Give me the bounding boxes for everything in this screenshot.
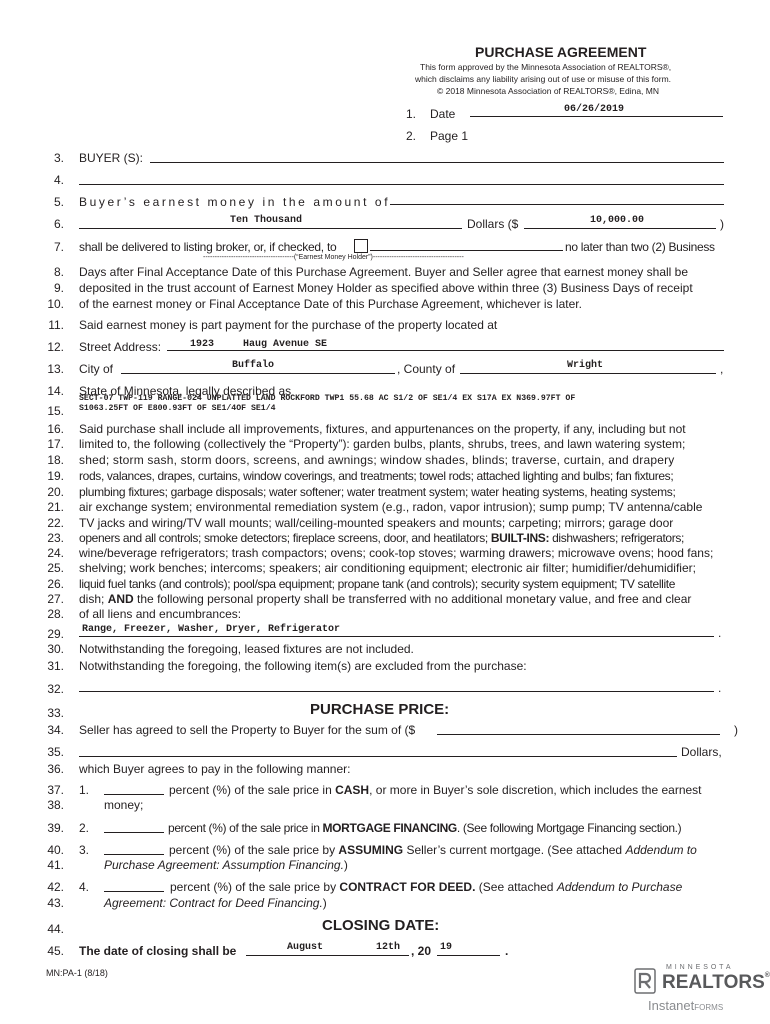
line-number: 27.: [47, 592, 64, 606]
body-text-part: dish;: [79, 592, 105, 606]
line-number: 45.: [47, 944, 64, 958]
document-title: PURCHASE AGREEMENT: [475, 44, 647, 60]
assumption-text-part: ): [343, 858, 348, 872]
line-number: 39.: [47, 821, 64, 835]
date-field[interactable]: 06/26/2019: [564, 104, 625, 115]
line-number: 24.: [47, 546, 64, 560]
date-label: Date: [430, 107, 456, 121]
body-text: Notwithstanding the foregoing, the following item(s) are excluded from the purchase:: [79, 659, 527, 673]
line-number: 17.: [47, 437, 64, 451]
line-number: 29.: [47, 627, 64, 641]
cash-percent-field[interactable]: [104, 794, 164, 795]
line-number: 23.: [47, 531, 64, 545]
disclaimer-note: which disclaims any liability arising out of use or misuse of this form.: [415, 74, 672, 84]
legal-description-1[interactable]: SECT-07 TWP-119 RANGE-024 UNPLATTED LAND ROCKFORD TWP1 55.68 AC S1/2 OF SE1/4 EX S17A EX N369.97FT OF: [79, 394, 576, 403]
closing-date-heading: CLOSING DATE:: [322, 917, 440, 934]
assumption-text-cont: [104, 858, 348, 872]
closing-month-field[interactable]: [246, 955, 409, 956]
realtors-r-icon: [634, 968, 656, 994]
earnest-words-field[interactable]: [79, 228, 462, 229]
line-number: 12.: [47, 340, 64, 354]
copyright-note: © 2018 Minnesota Association of REALTORS®, Edina, MN: [437, 86, 659, 96]
body-text: of the earnest money or Final Acceptance Date of this Purchase Agreement, whichever is later.: [79, 297, 582, 311]
line-number: 35.: [47, 745, 64, 759]
body-text: Said purchase shall include all improvements, fixtures, and appurtenances on the property, if any, including but not: [79, 422, 686, 436]
option-number: 4.: [79, 880, 90, 894]
body-text: which Buyer agrees to pay in the following manner:: [79, 762, 351, 776]
earnest-field-line[interactable]: [390, 204, 724, 205]
buyer-field-2[interactable]: [79, 184, 724, 185]
line-number: 38.: [47, 798, 64, 812]
contract-for-deed-percent-field[interactable]: [104, 891, 164, 892]
body-text: Seller has agreed to sell the Property to Buyer for the sum of ($: [79, 723, 416, 737]
line-number: 18.: [47, 453, 64, 467]
excluded-items-field[interactable]: [79, 691, 714, 692]
closing-year-value[interactable]: 19: [440, 942, 453, 953]
addendum-reference: Purchase Agreement: Assumption Financing.: [104, 858, 344, 872]
mortgage-label: MORTGAGE FINANCING: [322, 821, 457, 835]
line-number: 11.: [48, 318, 64, 332]
addendum-reference: Agreement: Contract for Deed Financing.: [104, 896, 323, 910]
dollars-label: Dollars ($: [467, 217, 519, 231]
body-text: limited to, the following (collectively the “Property”): garden bulbs, plants, shrubs, trees, and lawn watering system;: [79, 437, 686, 451]
line-number: 10.: [47, 297, 64, 311]
mortgage-text: [168, 821, 681, 835]
form-id: MN:PA-1 (8/18): [46, 968, 108, 978]
option-number: 1.: [79, 783, 90, 797]
assumption-percent-field[interactable]: [104, 854, 164, 855]
buyer-label: BUYER (S):: [79, 151, 144, 165]
comma: ,: [720, 362, 724, 376]
period: .: [718, 626, 722, 640]
contract-for-deed-text-cont: [104, 896, 327, 910]
body-text: wine/beverage refrigerators; trash compactors; ovens; cook-top stoves; warming drawers; microwave ovens; hood fans;: [79, 546, 714, 560]
price-amount-field[interactable]: [437, 734, 720, 735]
city-field[interactable]: [121, 373, 395, 374]
purchase-price-heading: PURCHASE PRICE:: [310, 701, 450, 718]
body-text: Notwithstanding the foregoing, leased fixtures are not included.: [79, 642, 414, 656]
body-text: Said earnest money is part payment for the purchase of the property located at: [79, 318, 498, 332]
logo-name-text: REALTORS: [662, 972, 765, 993]
mortgage-text-part: percent (%) of the sale price in: [168, 821, 320, 835]
logo-name: [662, 972, 770, 994]
mortgage-text-part: . (See following Mortgage Financing section.): [456, 821, 682, 835]
earnest-amount-value[interactable]: 10,000.00: [590, 215, 645, 226]
personal-property-value[interactable]: Range, Freezer, Washer, Dryer, Refrigerator: [82, 624, 341, 635]
deadline-text: no later than two (2) Business: [565, 240, 715, 254]
county-label: , County of: [397, 362, 456, 376]
body-text: liquid fuel tanks (and controls); pool/spa equipment; propane tank (and controls); security system equipment; TV satellite: [79, 577, 676, 591]
earnest-holder-checkbox[interactable]: [354, 239, 368, 253]
contract-for-deed-text-part: percent (%) of the sale price by: [170, 880, 337, 894]
body-text-part: dishwashers; refrigerators;: [552, 531, 685, 545]
city-value[interactable]: Buffalo: [232, 360, 275, 371]
assumption-text-part: percent (%) of the sale price by: [169, 843, 336, 857]
line-number: 44.: [47, 922, 64, 936]
instanet-logo-suffix: FORMS: [694, 1003, 724, 1012]
period: .: [505, 944, 509, 958]
street-field[interactable]: [167, 350, 724, 351]
earnest-label: Buyer’s earnest money in the amount of: [79, 195, 391, 209]
line-number: 13.: [47, 362, 64, 376]
personal-property-field[interactable]: [79, 636, 714, 637]
line-number: 1.: [406, 107, 417, 121]
body-text-part: the following personal property shall be transferred with no additional monetary value, and free and clear: [137, 592, 692, 606]
line-number: 14.: [47, 384, 64, 398]
cash-text-part: , or more in Buyer’s sole discretion, which includes the earnest: [369, 783, 702, 797]
line-number: 19.: [47, 469, 64, 483]
close-paren: ): [734, 723, 738, 737]
and-label: AND: [107, 592, 134, 606]
body-text-part: openers and all controls; smoke detectors; fireplace screens, door, and heatilators;: [79, 531, 488, 545]
line-number: 42.: [47, 880, 64, 894]
assuming-label: ASSUMING: [338, 843, 404, 857]
assumption-text-part: Seller’s current mortgage. (See attached: [406, 843, 623, 857]
line-number: 15.: [47, 404, 64, 418]
line-number: 31.: [47, 659, 64, 673]
contract-for-deed-text: [170, 880, 682, 894]
addendum-reference: Addendum to Purchase: [556, 880, 683, 894]
line-number: 25.: [47, 561, 64, 575]
instanet-logo: [648, 998, 723, 1013]
line-number: 34.: [47, 723, 64, 737]
line-number: 20.: [47, 485, 64, 499]
body-text: air exchange system; environmental remediation system (e.g., radon, vapor intrusion); sump pump; TV antenna/cable: [79, 500, 703, 514]
line-number: 8.: [53, 265, 64, 279]
body-text: shelving; work benches; intercoms; speakers; air conditioning equipment; electronic air filter; humidifier/dehumidifier;: [79, 561, 696, 575]
dollars-label: Dollars,: [681, 745, 722, 759]
line-number: 26.: [47, 577, 64, 591]
contract-for-deed-label: CONTRACT FOR DEED.: [339, 880, 476, 894]
city-label: City of: [79, 362, 114, 376]
street-number-value[interactable]: 1923: [190, 339, 215, 350]
logo-state: M I N N E S O T A: [666, 964, 732, 971]
closing-year-field[interactable]: [437, 955, 500, 956]
date-field-line[interactable]: [470, 116, 723, 117]
cash-text-part: percent (%) of the sale price in: [169, 783, 332, 797]
page-label: Page 1: [430, 129, 469, 143]
body-text: TV jacks and wiring/TV wall mounts; wall/ceiling-mounted speakers and mounts; carpeting; mirrors; garage door: [79, 516, 674, 530]
line-number: 6.: [53, 217, 64, 231]
delivery-text: shall be delivered to listing broker, or, if checked, to: [79, 240, 337, 254]
contract-for-deed-text-part: ): [322, 896, 327, 910]
earnest-amount-field[interactable]: [524, 228, 716, 229]
state-label: State of Minnesota, legally described as: [79, 384, 292, 398]
line-number: 41.: [47, 858, 64, 872]
line-number: 33.: [47, 706, 64, 720]
contract-for-deed-text-part: (See attached: [478, 880, 554, 894]
street-label: Street Address:: [79, 340, 162, 354]
line-number: 16.: [47, 422, 64, 436]
line-number: 21.: [47, 500, 64, 514]
cash-text: [169, 783, 702, 797]
built-ins-label: BUILT-INS:: [490, 531, 550, 545]
line-number: 37.: [47, 783, 64, 797]
realtors-logo: [634, 962, 770, 994]
body-text: Days after Final Acceptance Date of this Purchase Agreement. Buyer and Seller agree that earnest money shall be: [79, 265, 689, 279]
legal-description-2[interactable]: S1063.25FT OF E800.93FT OF SE1/4OF SE1/4: [79, 404, 276, 413]
cash-text-cont: money;: [104, 798, 144, 812]
earnest-words-value[interactable]: Ten Thousand: [230, 215, 303, 226]
instanet-logo-text: Instanet: [648, 998, 695, 1013]
street-name-value[interactable]: Haug Avenue SE: [243, 339, 328, 350]
line-number: 28.: [47, 607, 64, 621]
line-number: 32.: [47, 682, 64, 696]
body-text: deposited in the trust account of Earnest Money Holder as specified above within three (3) Business Days of receipt: [79, 281, 693, 295]
closing-date-label: The date of closing shall be: [79, 944, 237, 958]
line-number: 4.: [53, 173, 64, 187]
earnest-holder-caption: ---------------------------------------(“Earnest Money Holder”)---------------------------------------: [203, 254, 464, 261]
earnest-holder-field[interactable]: [370, 250, 563, 251]
close-paren: ): [720, 217, 724, 231]
option-number: 3.: [79, 843, 90, 857]
county-value[interactable]: Wright: [567, 360, 604, 371]
buyer-field[interactable]: [150, 162, 724, 163]
cash-label: CASH: [335, 783, 370, 797]
body-text: of all liens and encumbrances:: [79, 607, 242, 621]
logo-trademark: ®: [764, 972, 770, 979]
closing-day-value[interactable]: 12th: [376, 942, 401, 953]
line-number: 43.: [47, 896, 64, 910]
closing-year-prefix: , 20: [411, 944, 432, 958]
line-number: 40.: [47, 843, 64, 857]
option-number: 2.: [79, 821, 90, 835]
addendum-reference: Addendum to: [625, 843, 697, 857]
line-number: 9.: [53, 281, 64, 295]
assumption-text: [169, 843, 697, 857]
price-words-field[interactable]: [79, 756, 677, 757]
body-text: shed; storm sash, storm doors, screens, and awnings; window shades, blinds; traverse, curtain, and drapery: [79, 453, 675, 467]
closing-month-value[interactable]: August: [287, 942, 324, 953]
line-number: 30.: [47, 642, 64, 656]
body-text: rods, valances, drapes, curtains, window coverings, and treatments; towel rods; attached lighting and bulbs; fan fixtures;: [79, 469, 674, 483]
approval-note: This form approved by the Minnesota Association of REALTORS®,: [420, 62, 672, 72]
county-field[interactable]: [460, 373, 716, 374]
line-number: 5.: [53, 195, 64, 209]
line-number: 2.: [406, 129, 417, 143]
line-number: 22.: [47, 516, 64, 530]
line-number: 36.: [47, 762, 64, 776]
line-number: 7.: [53, 240, 64, 254]
body-text: [79, 592, 691, 606]
body-text: plumbing fixtures; garbage disposals; water softener; water treatment system; water heating systems, heating systems;: [79, 485, 676, 499]
line-number: 3.: [53, 151, 64, 165]
mortgage-percent-field[interactable]: [104, 832, 164, 833]
period: .: [718, 681, 722, 695]
body-text: [79, 531, 684, 545]
